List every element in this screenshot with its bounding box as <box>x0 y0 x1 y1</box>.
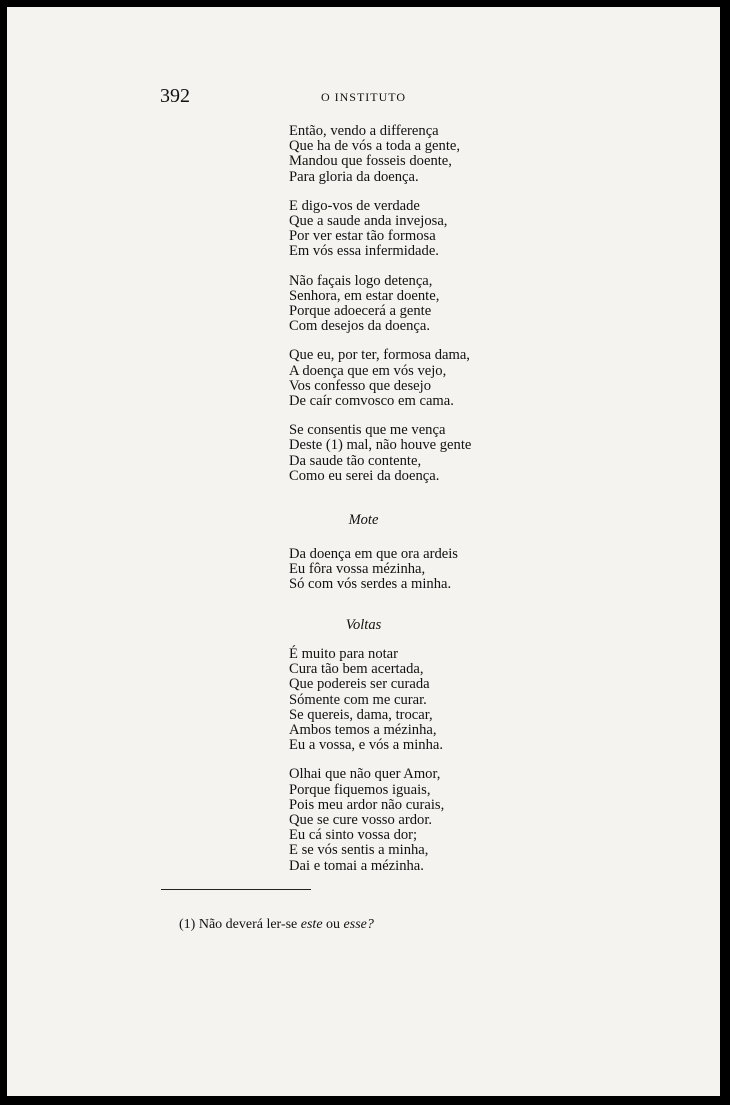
verse-line: Só com vós serdes a minha. <box>289 576 452 593</box>
verse-line: Eu fôra vossa mézinha, <box>289 561 426 578</box>
verse-line: Dai e tomai a mézinha. <box>289 857 424 874</box>
verse-line: Que eu, por ter, formosa dama, <box>289 347 470 364</box>
verse-line: Não façais logo detença, <box>289 272 433 289</box>
mote-heading: Mote <box>348 512 379 528</box>
verse-line: Da saude tão contente, <box>289 452 422 469</box>
voltas-heading: Voltas <box>345 617 382 633</box>
footnote-text: ou <box>326 917 341 932</box>
stanza <box>289 767 689 873</box>
verse-line: A doença que em vós vejo, <box>289 362 447 379</box>
verse-line: Senhora, em estar doente, <box>289 287 440 304</box>
stanza <box>289 124 689 185</box>
stanza <box>289 647 689 753</box>
book-page <box>7 7 720 1096</box>
verse-line: Com desejos da doença. <box>289 318 431 335</box>
verse-line: Que se cure vosso ardor. <box>289 812 433 829</box>
verse-line: Olhai que não quer Amor, <box>289 766 441 783</box>
stanza <box>289 348 689 409</box>
verse-line: Eu a vossa, e vós a minha. <box>289 737 444 754</box>
verse-line: Se consentis que me vença <box>289 422 446 439</box>
footnote-text: Não deverá ler-se <box>198 917 298 932</box>
verse-line: Cura tão bem acertada, <box>289 661 424 678</box>
verse-line: Deste (1) mal, não houve gente <box>289 437 472 454</box>
verse-line: Vos confesso que desejo <box>289 377 431 394</box>
verse-line: Da doença em que ora ardeis <box>289 546 458 562</box>
footnote-rule <box>161 889 311 890</box>
footnote-word: esse? <box>343 917 374 932</box>
mote-block <box>289 547 689 607</box>
stanza <box>289 547 689 593</box>
verse-line: Porque adoecerá a gente <box>289 303 432 320</box>
verse-line: Eu cá sinto vossa dor; <box>289 827 418 844</box>
verse-line: Mandou que fosseis doente, <box>289 153 452 170</box>
verse-line: Então, vendo a differença <box>289 123 439 139</box>
verse-line: Se quereis, dama, trocar, <box>289 706 433 723</box>
footnote-word: este <box>300 917 323 932</box>
stanza <box>289 199 689 260</box>
footnote-marker: (1) <box>179 917 196 932</box>
verse-line: De caír comvosco em cama. <box>289 393 454 410</box>
verse-line: Ambos temos a mézinha, <box>289 722 437 739</box>
verse-line: Pois meu ardor não curais, <box>289 796 445 813</box>
verse-line: Como eu serei da doença. <box>289 467 440 484</box>
verse-line: E digo-vos de verdade <box>289 197 420 214</box>
verse-line: Para gloria da doença. <box>289 168 419 185</box>
poem-block <box>289 124 689 498</box>
running-head: O INSTITUTO <box>320 90 407 104</box>
verse-line: Que ha de vós a toda a gente, <box>289 138 461 155</box>
verse-line: Que a saude anda invejosa, <box>289 213 448 230</box>
verse-line: Por ver estar tão formosa <box>289 228 436 245</box>
voltas-block <box>289 647 689 888</box>
verse-line: Porque fiquemos iguais, <box>289 781 431 798</box>
page-number: 392 <box>160 85 190 107</box>
verse-line: E se vós sentis a minha, <box>289 842 429 859</box>
verse-line: É muito para notar <box>289 646 399 662</box>
stanza <box>289 423 689 484</box>
stanza <box>289 274 689 335</box>
verse-line: Em vós essa infermidade. <box>289 243 439 260</box>
verse-line: Sómente com me curar. <box>289 691 427 708</box>
footnote <box>179 917 374 933</box>
verse-line: Que podereis ser curada <box>289 676 430 693</box>
